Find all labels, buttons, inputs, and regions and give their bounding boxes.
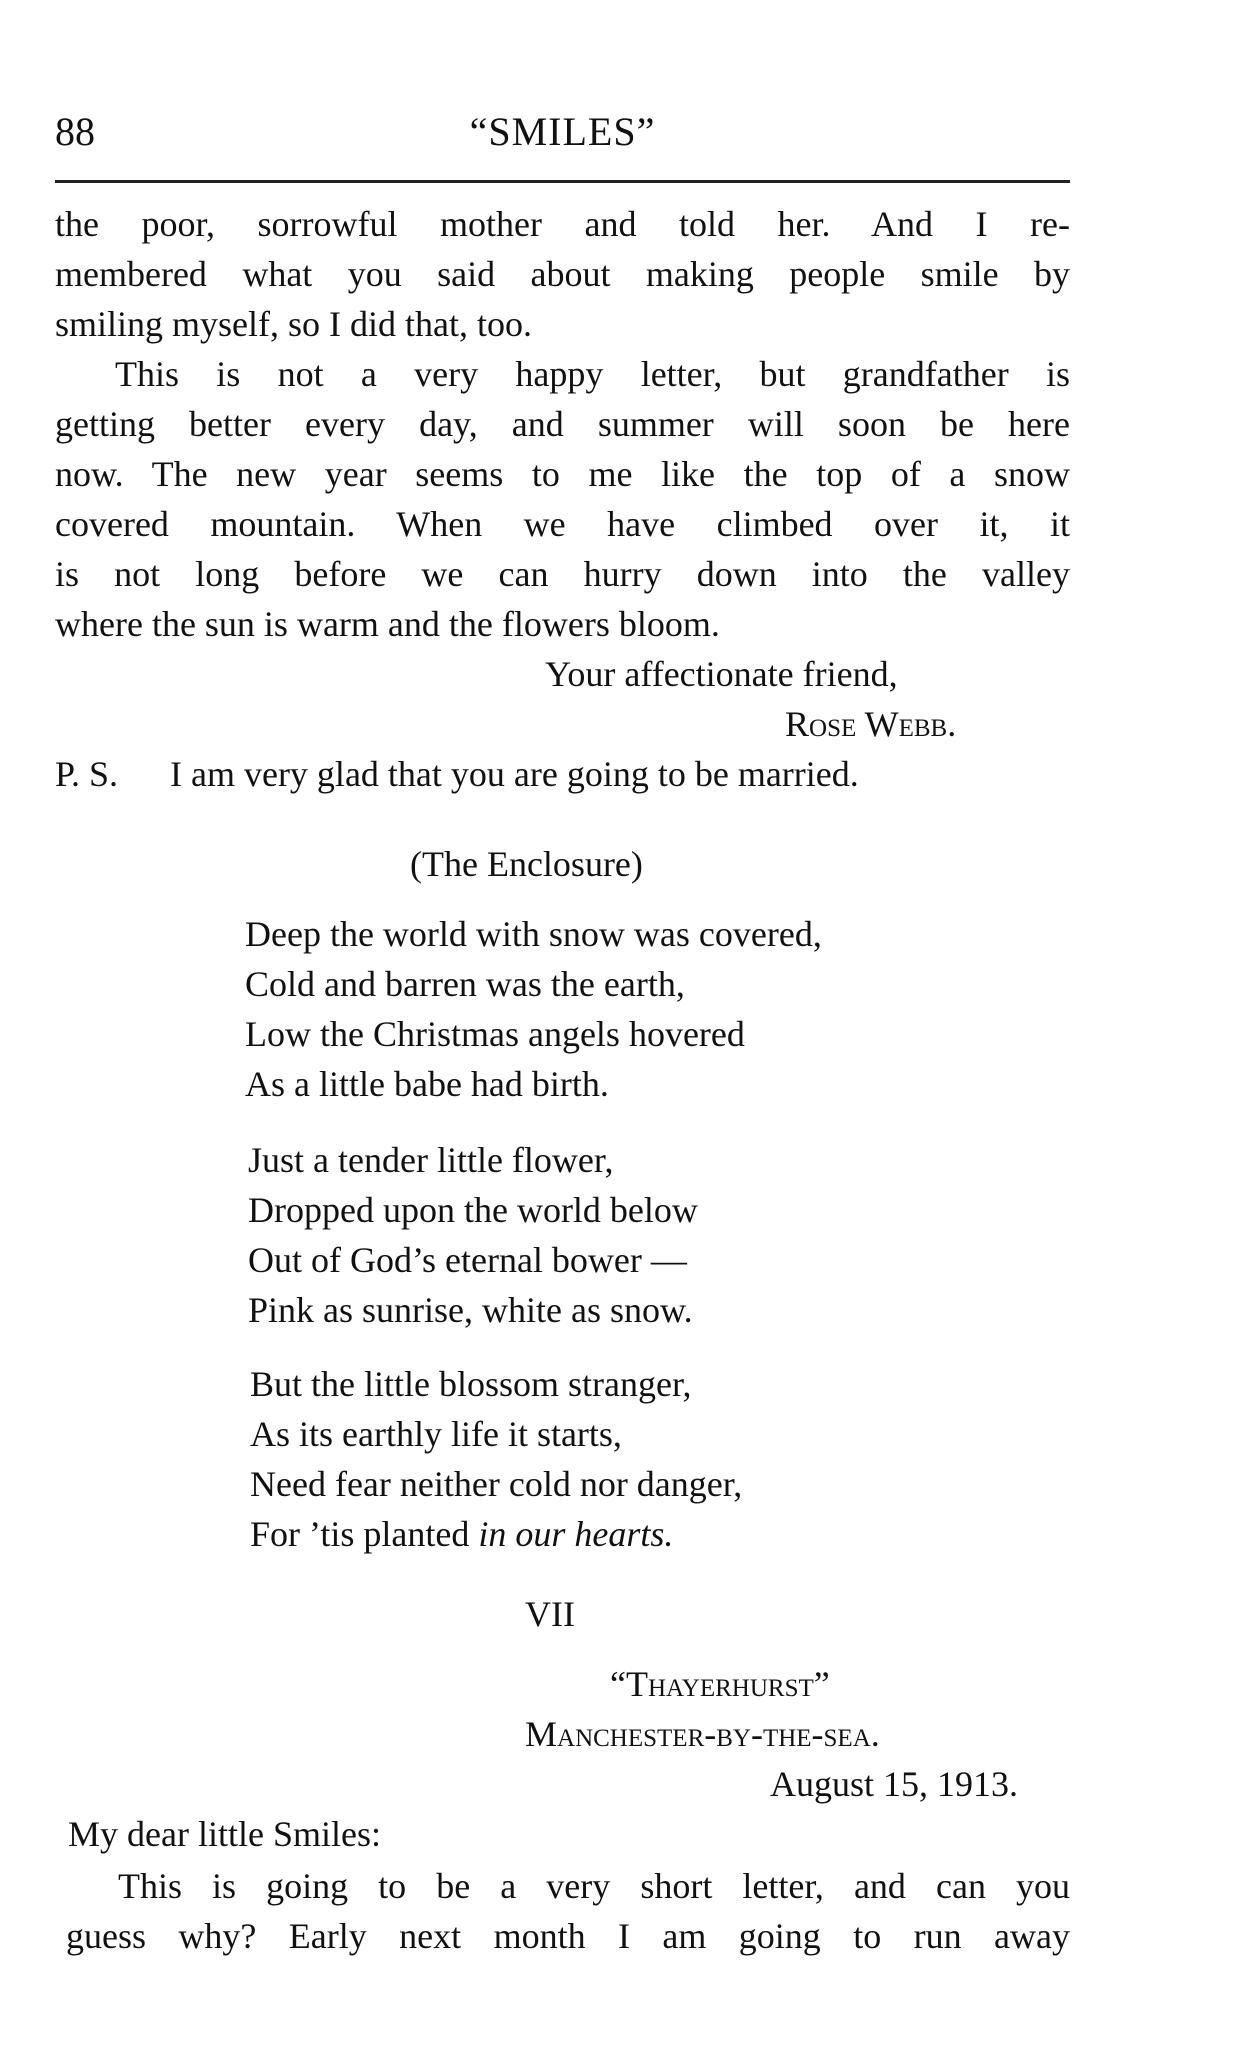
text-line: This is going to be a very short letter, and can you bbox=[118, 1866, 1070, 1906]
section-number: VII bbox=[525, 1594, 575, 1634]
letter-house: “Thayerhurst” bbox=[610, 1664, 830, 1704]
page-header bbox=[55, 108, 1070, 168]
poem-line: As a little babe had birth. bbox=[245, 1064, 609, 1104]
poem-line: But the little blossom stranger, bbox=[250, 1364, 692, 1404]
text-line: This is not a very happy letter, but grandfather is bbox=[115, 354, 1070, 394]
poem-line-italic: in our hearts. bbox=[478, 1514, 674, 1554]
text-line: membered what you said about making people smile by bbox=[55, 254, 1070, 294]
poem-line-last bbox=[250, 1514, 673, 1554]
poem-line: Cold and barren was the earth, bbox=[245, 964, 685, 1004]
poem-line-prefix: For ’tis planted bbox=[250, 1514, 479, 1554]
text-line: the poor, sorrowful mother and told her. And I re- bbox=[55, 204, 1070, 244]
letter-place: Manchester-by-the-sea. bbox=[525, 1714, 880, 1754]
letter-date: August 15, 1913. bbox=[770, 1764, 1019, 1804]
poem-line: Deep the world with snow was covered, bbox=[245, 914, 822, 954]
poem-line: Dropped upon the world below bbox=[248, 1190, 698, 1230]
letter-closing: Your affectionate friend, bbox=[545, 654, 898, 694]
poem-line: Need fear neither cold nor danger, bbox=[250, 1464, 743, 1504]
text-line: guess why? Early next month I am going to run away bbox=[66, 1916, 1070, 1956]
text-line: is not long before we can hurry down into the valley bbox=[55, 554, 1070, 594]
poem-line: Just a tender little flower, bbox=[248, 1140, 614, 1180]
enclosure-title: (The Enclosure) bbox=[410, 844, 643, 884]
text-line: getting better every day, and summer will soon be here bbox=[55, 404, 1070, 444]
text-line: smiling myself, so I did that, too. bbox=[55, 304, 532, 344]
letter-salutation: My dear little Smiles: bbox=[68, 1814, 381, 1854]
text-line: now. The new year seems to me like the top of a snow bbox=[55, 454, 1070, 494]
poem-line: Low the Christmas angels hovered bbox=[245, 1014, 745, 1054]
poem-line: As its earthly life it starts, bbox=[250, 1414, 622, 1454]
ps-label: P. S. bbox=[55, 754, 119, 794]
page-number: 88 bbox=[55, 109, 95, 154]
header-rule bbox=[55, 180, 1070, 183]
text-line: where the sun is warm and the flowers bloom. bbox=[55, 604, 720, 644]
ps-text: I am very glad that you are going to be married. bbox=[170, 754, 859, 794]
poem-line: Out of God’s eternal bower — bbox=[248, 1240, 687, 1280]
letter-signature: Rose Webb. bbox=[785, 704, 957, 744]
running-title: “SMILES” bbox=[469, 109, 656, 154]
text-line: covered mountain. When we have climbed over it, it bbox=[55, 504, 1070, 544]
poem-line: Pink as sunrise, white as snow. bbox=[248, 1290, 693, 1330]
